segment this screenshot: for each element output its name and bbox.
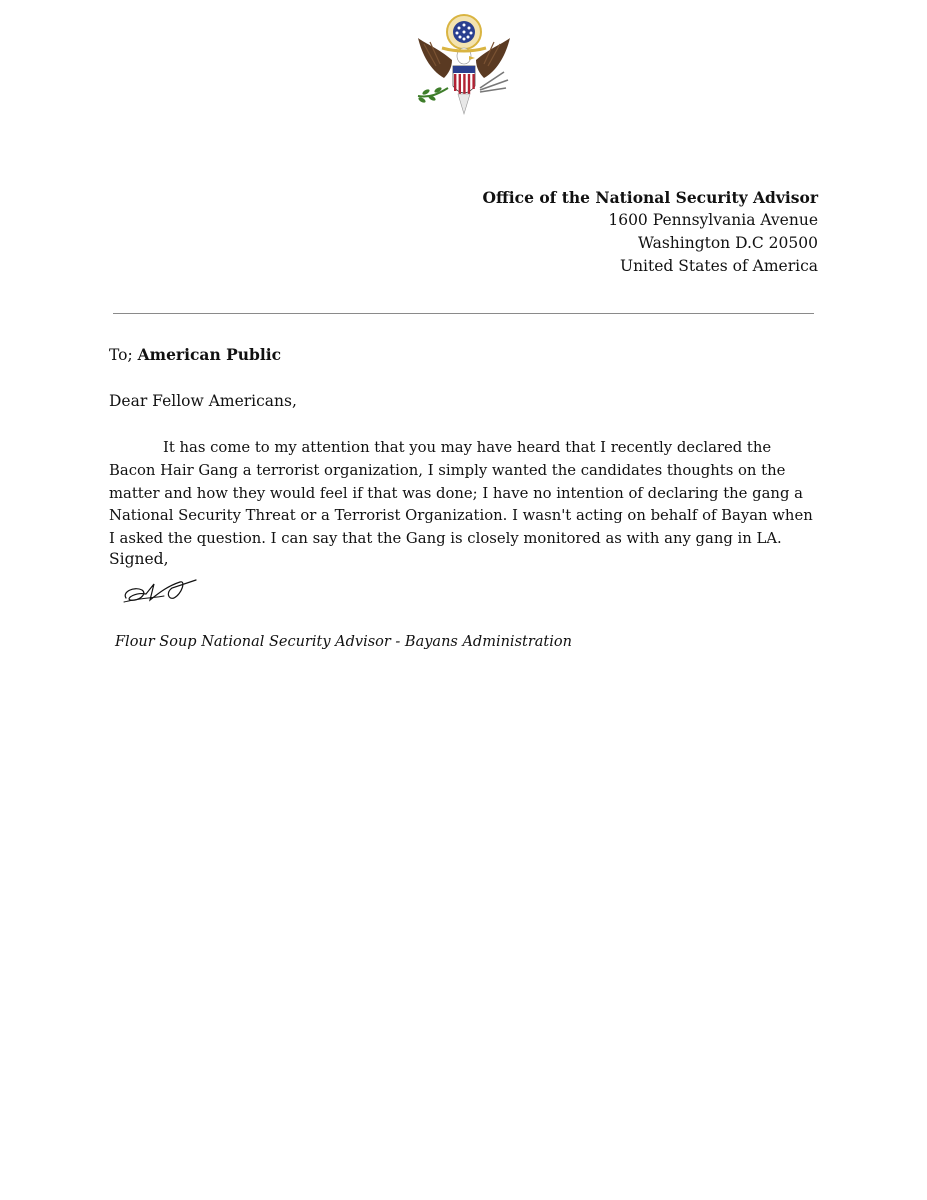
salutation: Dear Fellow Americans, (109, 392, 297, 410)
recipient-line (109, 345, 281, 364)
letter-body (109, 437, 819, 551)
handwritten-signature (120, 576, 202, 606)
address-line: 1600 Pennsylvania Avenue (608, 211, 818, 229)
recipient-prefix: To; (109, 346, 133, 364)
address-line: United States of America (620, 257, 818, 275)
address-line: Washington D.C 20500 (638, 234, 818, 252)
closing: Signed, (109, 550, 169, 568)
great-seal-eagle-icon (408, 8, 520, 124)
sender-address-block (483, 186, 818, 278)
letter-body-text: It has come to my attention that you may have heard that I recently declared the Bacon Hair Gang a terrorist organization, I simply wanted the candidates thoughts on the matter and how they would feel if that was done; I have no intention of declaring the gang a National Security Threat or a Terrorist Organization. I wasn't acting on behalf of Bayan when I asked the question. I can say that the Gang is closely monitored as with any gang in LA. (109, 439, 813, 548)
recipient-name: American Public (137, 345, 282, 364)
signature-title: Flour Soup National Security Advisor - Bayans Administration (115, 634, 572, 650)
office-name: Office of the National Security Advisor (482, 188, 818, 207)
horizontal-divider (113, 313, 814, 314)
